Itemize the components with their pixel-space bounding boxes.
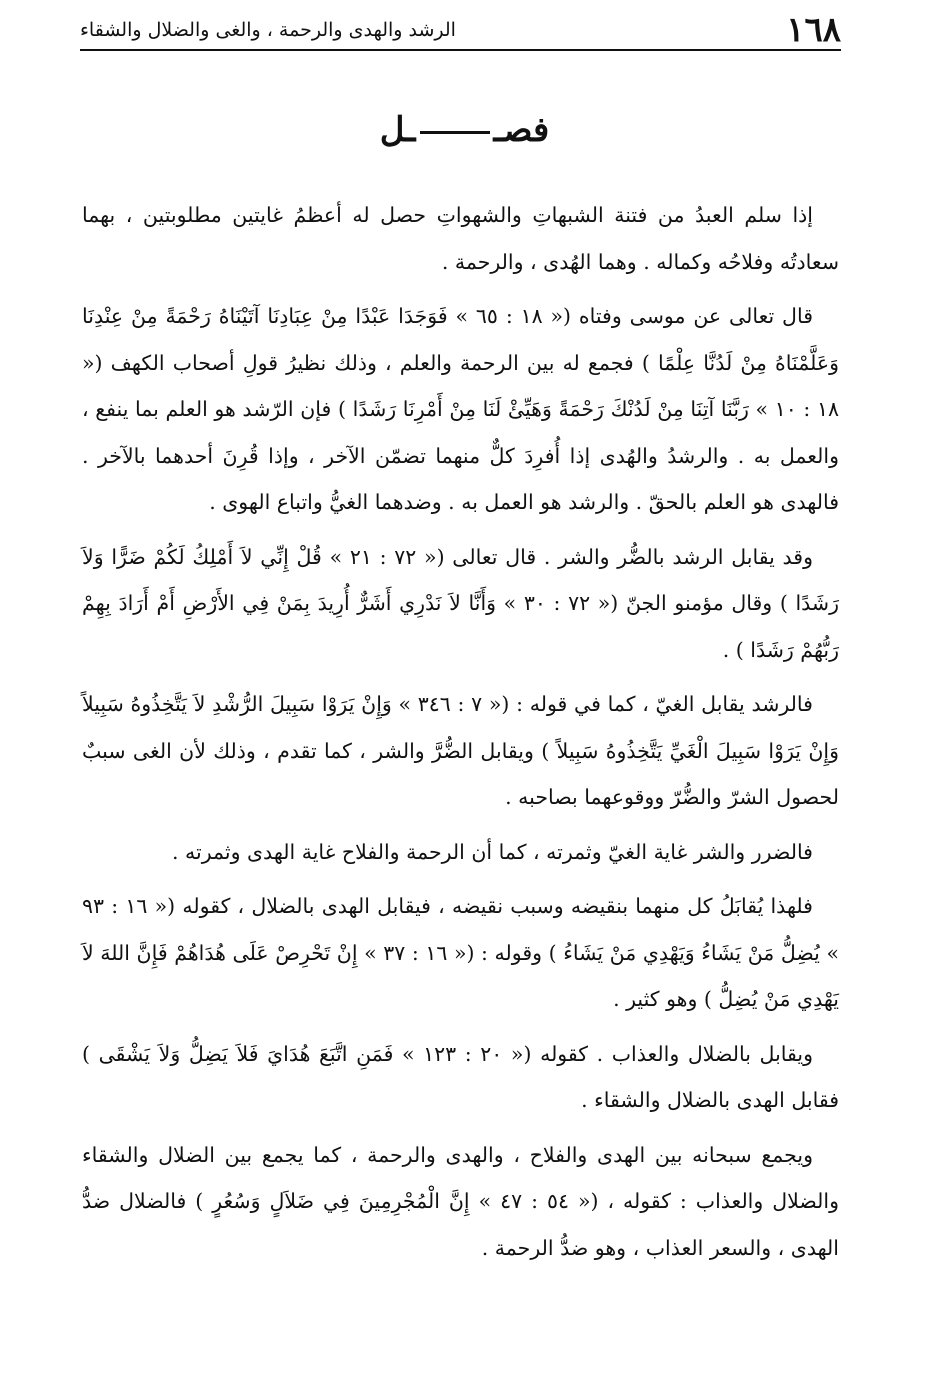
body-text bbox=[82, 192, 839, 1279]
paragraph-7: ويقابل بالضلال والعذاب . كقوله (« ٢٠ : ١٢٣ » فَمَنِ اتَّبَعَ هُدَايَ فَلاَ يَضِلُّ وَلاَ يَشْقَى ) فقابل الهدى بالضلال والشقاء . bbox=[82, 1041, 839, 1112]
page-header bbox=[80, 10, 841, 50]
section-heading-start: فصـ bbox=[493, 110, 550, 150]
section-heading-end: ـل bbox=[379, 110, 416, 150]
running-title: الرشد والهدى والرحمة ، والغى والضلال والشقاء bbox=[80, 19, 456, 41]
kashida-stroke bbox=[420, 131, 490, 134]
paragraph-6: فلهذا يُقابَلُ كل منهما بنقيضه وسبب نقيضه ، فيقابل الهدى بالضلال ، كقوله (« ١٦ : ٩٣ » يُضِلُّ مَنْ يَشَاءُ وَيَهْدِي مَنْ يَشَاءُ ) وقوله : (« ١٦ : ٣٧ » إِنْ تَحْرِصْ عَلَى هُدَاهُمْ فَإِنَّ اللهَ لاَ يَهْدِي مَنْ يُضِلُّ ) وهو كثير . bbox=[82, 894, 839, 1011]
header-divider bbox=[80, 49, 841, 51]
section-heading bbox=[0, 110, 929, 150]
paragraph-3: وقد يقابل الرشد بالضُّر والشر . قال تعالى (« ٧٢ : ٢١ » قُلْ إِنِّي لاَ أَمْلِكُ لَكُمْ ضَرًّا وَلاَ رَشَدًا ) وقال مؤمنو الجنّ (« ٧٢ : ٣٠ » وَأَنَّا لاَ نَدْرِي أَشَرٌّ أُرِيدَ بِمَنْ فِي الأَرْضِ أَمْ أَرَادَ بِهِمْ رَبُّهُمْ رَشَدًا ) . bbox=[82, 544, 839, 662]
paragraph-8: ويجمع سبحانه بين الهدى والفلاح ، والهدى والرحمة ، كما يجمع بين الضلال والشقاء والضلال والعذاب : كقوله ، (« ٥٤ : ٤٧ » إِنَّ الْمُجْرِمِينَ فِي ضَلاَلٍ وَسُعُرٍ ) فالضلال ضدُّ الهدى ، والسعر العذاب ، وهو ضدُّ الرحمة . bbox=[82, 1142, 839, 1260]
page-number: ١٦٨ bbox=[786, 10, 841, 50]
paragraph-5: فالضرر والشر غاية الغيّ وثمرته ، كما أن الرحمة والفلاح غاية الهدى وثمرته . bbox=[172, 839, 813, 864]
paragraph-4: فالرشد يقابل الغيّ ، كما في قوله : (« ٧ : ٣٤٦ » وَإِنْ يَرَوْا سَبِيلَ الرُّشْدِ لاَ يَتَّخِذُوهُ سَبِيلاً وَإِنْ يَرَوْا سَبِيلَ الْغَيِّ يَتَّخِذُوهُ سَبِيلاً ) ويقابل الضُّرَّ والشر ، كما تقدم ، وذلك لأن الغى سببٌ لحصول الشرّ والضُّرّ ووقوعهما بصاحبه . bbox=[82, 692, 839, 809]
paragraph-2: قال تعالى عن موسى وفتاه (« ١٨ : ٦٥ » فَوَجَدَا عَبْدًا مِنْ عِبَادِنَا آتَيْنَاهُ رَحْمَةً مِنْ عِنْدِنَا وَعَلَّمْنَاهُ مِنْ لَدُنَّا عِلْمًا ) فجمع له بين الرحمة والعلم ، وذلك نظيرُ قولِ أصحاب الكهف (« ١٨ : ١٠ » رَبَّنَا آتِنَا مِنْ لَدُنْكَ رَحْمَةً وَهَيِّئْ لَنَا مِنْ أَمْرِنَا رَشَدًا ) فإن الرّشد هو العلم بما ينفع ، والعمل به . والرشدُ والهُدى إذا أُفرِدَ كلٌّ منهما تضمّن الآخر ، وإذا قُرِنَ أحدهما بالآخر . فالهدى هو العلم بالحقّ . والرشد هو العمل به . وضدهما الغيُّ واتباع الهوى . bbox=[82, 304, 839, 514]
paragraph-1: إذا سلم العبدُ من فتنة الشبهاتِ والشهواتِ حصل له أعظمُ غايتين مطلوبتين ، بهما سعادتُه وفلاحُه وكماله . وهما الهُدى ، والرحمة . bbox=[82, 203, 839, 274]
